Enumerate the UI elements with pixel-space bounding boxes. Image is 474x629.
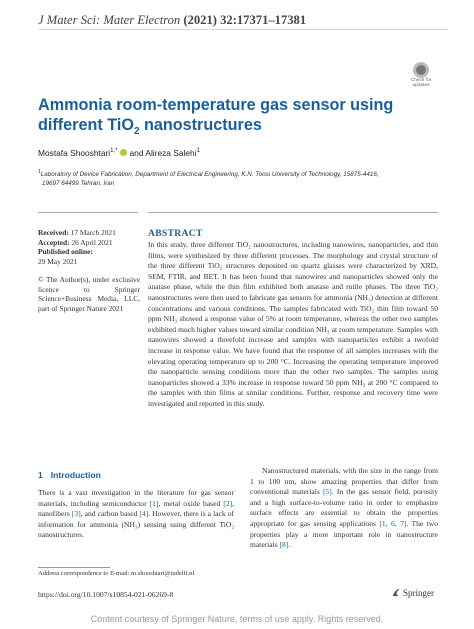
intro-text: Nanostructured materials, with the size in the range from 1 to 100 nm, show amazing properties that differ from conventional materials bbox=[250, 466, 438, 497]
title-subscript: 2 bbox=[133, 126, 140, 138]
section-title: Introduction bbox=[50, 470, 101, 480]
publisher-name: Springer bbox=[403, 588, 434, 598]
intro-right-column bbox=[250, 466, 438, 551]
abstract-heading: ABSTRACT bbox=[148, 228, 203, 239]
crossmark-label: Check for updates bbox=[410, 78, 432, 88]
journal-name: J Mater Sci: Mater Electron bbox=[38, 13, 181, 27]
abstract-rule bbox=[148, 212, 438, 213]
journal-volume: (2021) 32:17371–17381 bbox=[183, 13, 307, 27]
crossmark-icon bbox=[413, 62, 429, 78]
springer-logo bbox=[392, 588, 434, 598]
published-label: Published online: bbox=[38, 247, 93, 256]
courtesy-banner: Content courtesy of Springer Nature, terms of use apply. Rights reserved. bbox=[0, 609, 474, 629]
orcid-icon[interactable] bbox=[120, 149, 127, 156]
footnote-rule bbox=[38, 567, 110, 568]
received-date bbox=[38, 228, 140, 238]
journal-citation bbox=[38, 13, 306, 28]
crossmark-badge[interactable] bbox=[405, 62, 435, 88]
abstract-text: In this study, three different TiO₂ nanostructures, including nanowires, nanoparticles, and thin films, were synthesized by three different processes. The morphology and crystal structure of the three different TiO₂ structures deposited on quartz glasses were characterized by XRD, SEM, FTIR, and BET. It has been found that nanowires and nanoparticles showed only the anatase phase, while the thin film exhibited both anatase and rutile phases. The three TiO₂ nanostructures were then used to fabricate gas sensors for ammonia (NH₃) detection at different concentrations and various conditions. The samples fabricated with TiO₂ thin film toward 50 ppm NH₃ showed a response value of 5% at room temperature, whereas the other two samples exhibited much higher values toward similar condition NH₃ at room temperature. Samples with nanowires showed a threefold increase and samples with nanoparticles exhibit a twofold increase in response value. We have found that the response of all samples increases with the elevating operating temperature up to 200 °C. Increasing the operating temperature improved the nanoparticle sensing conditions more than the other two samples. The samples using nanoparticles showed a 33% increase in response toward 50 ppm NH₃ at 200 °C compared to the samples with thin films at similar conditions. Further, response and recovery time were investigated and reported in this study. bbox=[148, 240, 438, 408]
springer-horse-icon bbox=[392, 588, 401, 597]
author-shooshtari[interactable]: Mostafa Shooshtari bbox=[38, 148, 111, 158]
affiliation bbox=[38, 168, 438, 188]
title-chem: TiO bbox=[107, 116, 134, 134]
author1-marks: 1,* bbox=[110, 148, 118, 155]
article-dates-sidebar bbox=[38, 228, 140, 313]
received-label: Received: bbox=[38, 228, 69, 237]
affil-line-2: 19697 64499 Tehran, Iran bbox=[42, 180, 115, 188]
intro-text: . In the gas sensor field, porosity and a high surface-to-volume ratio in order to emphasize surface effects are essential to obtain the properties appropriate for gas sensing applications bbox=[250, 487, 438, 528]
affil-line-1: Laboratory of Device Fabrication, Department of Electrical Engineering, K.N. Toosi University of Technology, 15875-4416, bbox=[40, 171, 379, 179]
intro-text: , and carbon based bbox=[80, 509, 140, 519]
citation-link[interactable]: [2] bbox=[223, 498, 233, 508]
title-end: nanostructures bbox=[139, 116, 262, 134]
intro-text: . The two properties play a more important role in nanostructure materials bbox=[250, 518, 438, 550]
section-number: 1 bbox=[38, 470, 43, 480]
intro-text: , nanofibers bbox=[38, 498, 234, 519]
citation-link[interactable]: [4] bbox=[139, 509, 149, 519]
author-line bbox=[38, 148, 200, 158]
sidebar-rule bbox=[38, 212, 138, 213]
doi-link[interactable]: https://doi.org/10.1007/s10854-021-06269-8 bbox=[38, 590, 174, 599]
citation-link[interactable]: [1, 6, 7] bbox=[379, 518, 407, 528]
citation-link[interactable]: [3] bbox=[71, 509, 81, 519]
section-heading-introduction bbox=[38, 470, 109, 480]
author-salehi[interactable]: and Alireza Salehi bbox=[129, 148, 197, 158]
copyright-notice: © The Author(s), under exclusive licence to Springer Science+Business Media, LLC, part of Springer Nature 2021 bbox=[38, 275, 140, 313]
correspondence-footnote: Address correspondence to E-mail: m.shooshtari@tudelft.nl bbox=[38, 570, 195, 577]
intro-text: . However, there is a lack of information for ammonia (NH₃) sensing using different TiO₂ nanostructures. bbox=[38, 509, 234, 540]
citation-link[interactable]: [1] bbox=[149, 498, 159, 508]
article-title bbox=[38, 95, 398, 142]
published-date bbox=[38, 247, 140, 257]
intro-text: . bbox=[288, 540, 291, 550]
author2-mark: 1 bbox=[196, 148, 200, 155]
title-main: Ammonia room-temperature gas sensor using different bbox=[38, 96, 394, 134]
journal-header bbox=[38, 12, 448, 30]
accepted-date bbox=[38, 238, 140, 248]
intro-text: There is a vast investigation in the literature for gas sensor materials, including semiconductor bbox=[38, 488, 234, 508]
published-value: 29 May 2021 bbox=[38, 256, 78, 266]
accepted-value: 26 April 2021 bbox=[69, 237, 113, 247]
intro-left-column bbox=[38, 488, 234, 541]
affil-number: 1 bbox=[38, 169, 41, 175]
intro-text: , metal oxide based bbox=[158, 498, 224, 508]
citation-link[interactable]: [8] bbox=[279, 540, 289, 550]
citation-link[interactable]: [5] bbox=[322, 487, 332, 497]
received-value: 17 March 2021 bbox=[68, 228, 116, 237]
accepted-label: Accepted: bbox=[38, 237, 70, 247]
